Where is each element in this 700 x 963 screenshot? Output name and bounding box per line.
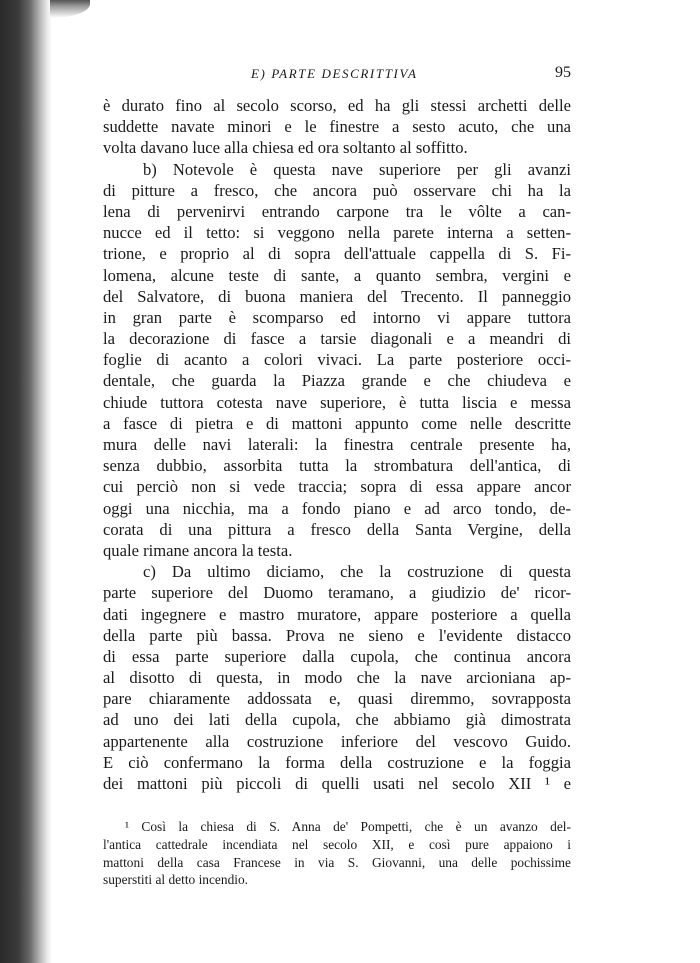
text-line: la decorazione di fasce a tarsie diagonali e a meandri di: [103, 329, 571, 349]
text-line: dati ingegnere e mastro muratore, appare posteriore a quella: [103, 604, 571, 624]
text-line: lena di pervenirvi entrando carpone tra le vôlte a can-: [103, 201, 571, 221]
running-head: E) PARTE DESCRITTIVA: [251, 66, 418, 81]
body-text: [103, 95, 571, 794]
text-line: appartenente alla costruzione inferiore del vescovo Guido.: [103, 731, 571, 751]
text-line: b) Notevole è questa nave superiore per gli avanzi: [143, 159, 571, 179]
text-line: pare chiaramente addossata e, quasi diremmo, sovrapposta: [103, 689, 571, 709]
text-line: quale rimane ancora la testa.: [103, 540, 293, 560]
footnote-line: superstiti al detto incendio.: [103, 872, 249, 888]
text-line: volta davano luce alla chiesa ed ora soltanto al soffitto.: [103, 138, 468, 158]
text-line: nucce ed il tetto: si veggono nella parete interna a setten-: [103, 223, 571, 243]
footnote-line: l'antica cattedrale incendiata nel secolo XII, e così pure appaiono i: [103, 836, 571, 852]
text-line: oggi una nicchia, ma a fondo piano e ad arco tondo, de-: [103, 498, 571, 518]
footnotes: [103, 818, 571, 889]
text-line: E ciò confermano la forma della costruzione e la foggia: [103, 752, 571, 772]
text-line: suddette navate minori e le finestre a sesto acuto, che una: [103, 117, 571, 137]
text-line: cui perciò non si vede traccia; sopra di essa appare ancor: [103, 477, 571, 497]
page-header: [103, 64, 571, 86]
text-line: della parte più bassa. Prova ne sieno e l'evidente distacco: [103, 625, 571, 645]
text-line: al disotto di questa, in modo che la nave arcioniana ap-: [103, 668, 571, 688]
text-line: di essa parte superiore dalla cupola, che continua ancora: [103, 646, 571, 666]
text-line: di pitture a fresco, che ancora può osservare chi ha la: [103, 180, 571, 200]
book-spine-shadow: [0, 0, 52, 963]
footnote-line: ¹ Così la chiesa di S. Anna de' Pompetti, che è un avanzo del-: [125, 819, 571, 834]
text-line: è durato fino al secolo scorso, ed ha gli stessi archetti delle: [103, 96, 571, 115]
text-line: foglie di acanto a colori vivaci. La parte posteriore occi-: [103, 350, 571, 370]
page-number: 95: [555, 64, 571, 81]
footnote-line: mattoni della casa Francese in via S. Giovanni, una delle pochissime: [103, 854, 571, 870]
text-line: dentale, che guarda la Piazza grande e che chiudeva e: [103, 371, 571, 391]
text-line: corata di una pittura a fresco della Santa Vergine, della: [103, 519, 571, 539]
text-line: parte superiore del Duomo teramano, a giudizio de' ricor-: [103, 583, 571, 603]
text-line: senza dubbio, assorbita tutta la strombatura dell'antica, di: [103, 456, 571, 476]
text-line: del Salvatore, di buona maniera del Trecento. Il panneggio: [103, 286, 571, 306]
page-corner-shadow: [50, 0, 90, 18]
text-line: trione, e proprio al di sopra dell'attuale cappella di S. Fi-: [103, 244, 571, 264]
text-line: lomena, alcune teste di sante, a quanto sembra, vergini e: [103, 265, 571, 285]
text-line: dei mattoni più piccoli di quelli usati nel secolo XII ¹ e: [103, 774, 571, 793]
text-line: in gran parte è scomparso ed intorno vi appare tuttora: [103, 307, 571, 327]
text-line: mura delle navi laterali: la finestra centrale presente ha,: [103, 435, 571, 454]
text-line: chiude tuttora cotesta nave superiore, è tutta liscia e messa: [103, 392, 571, 412]
text-line: c) Da ultimo diciamo, che la costruzione di questa: [143, 562, 571, 582]
text-line: a fasce di pietra e di mattoni appunto come nelle descritte: [103, 413, 571, 433]
text-line: ad uno dei lati della cupola, che abbiamo già dimostrata: [103, 710, 571, 730]
